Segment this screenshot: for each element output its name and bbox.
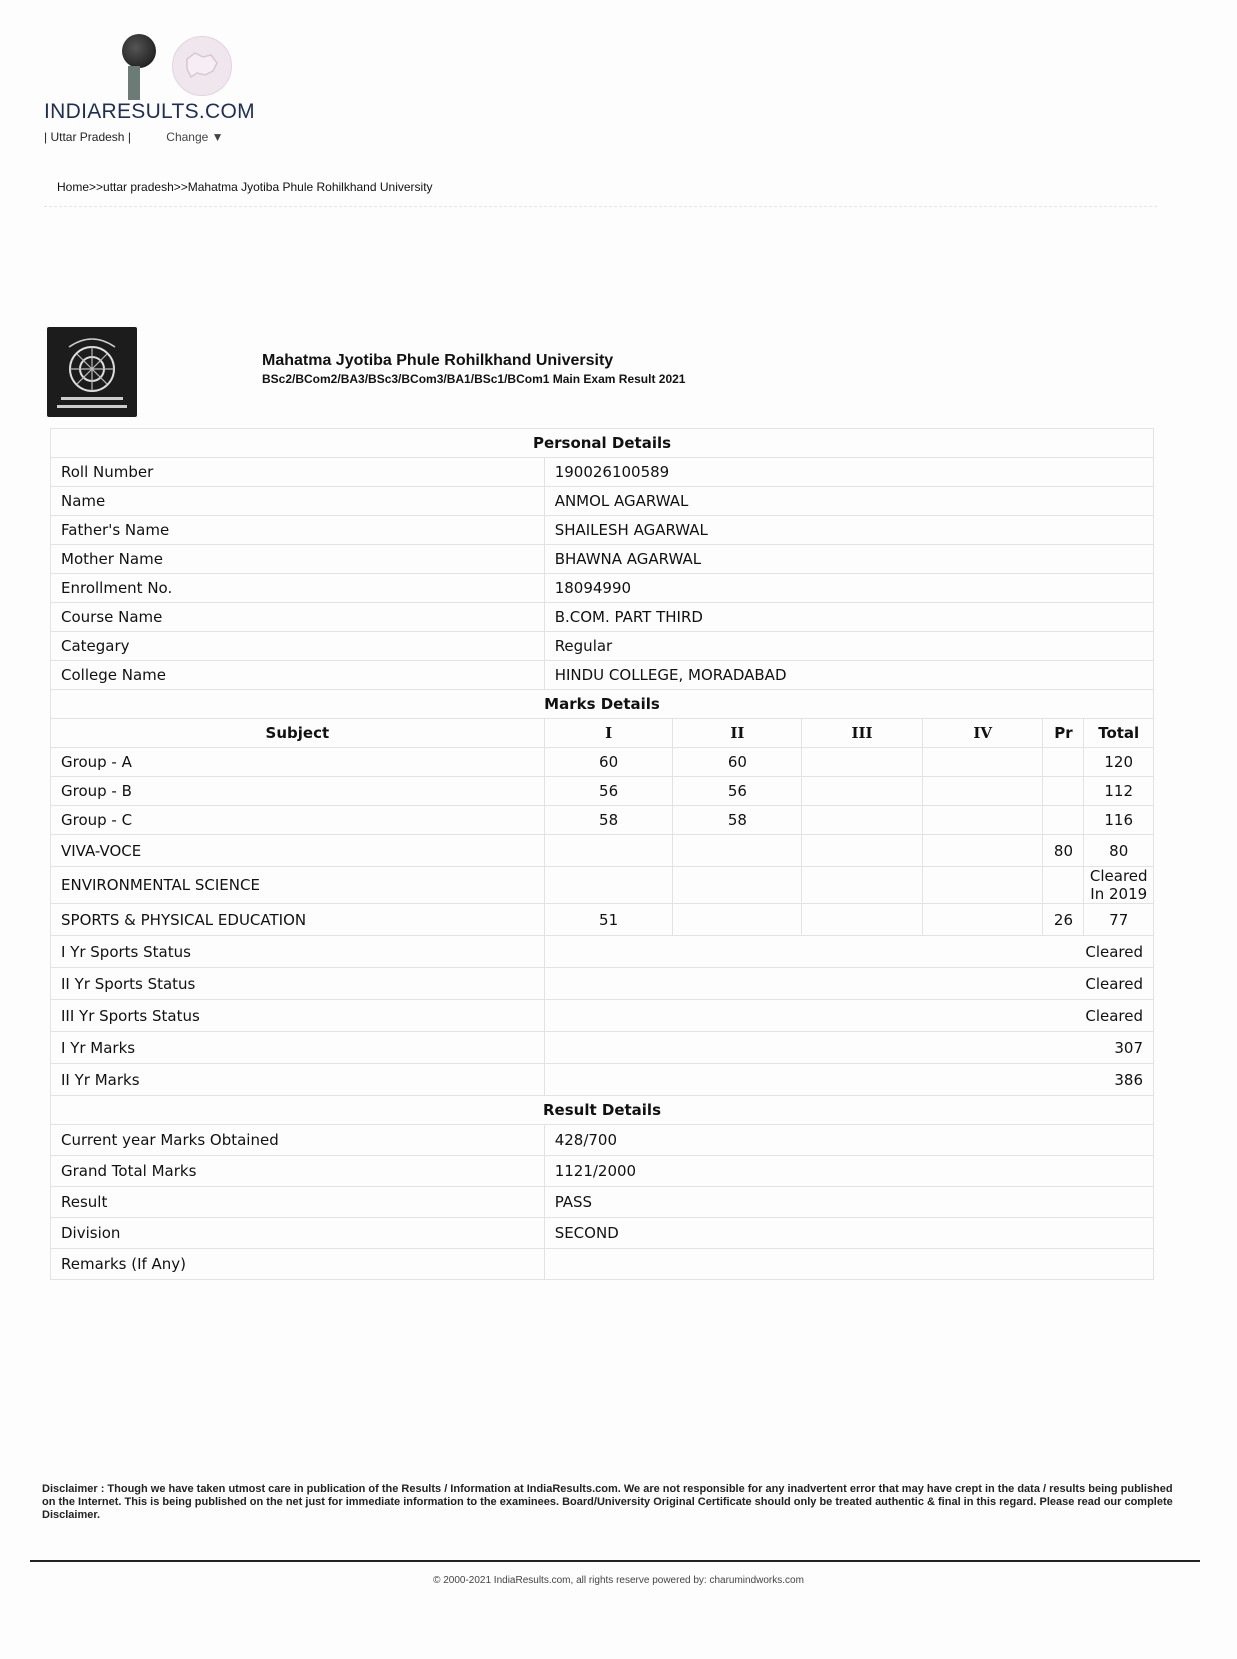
table-row bbox=[51, 777, 1154, 806]
table-row bbox=[51, 458, 1154, 487]
mark-pr bbox=[1043, 748, 1084, 777]
status-label: II Yr Sports Status bbox=[51, 968, 545, 1000]
status-value: 386 bbox=[544, 1064, 1153, 1096]
status-label: I Yr Marks bbox=[51, 1032, 545, 1064]
divider bbox=[44, 206, 1157, 207]
subject-cell: Group - C bbox=[51, 806, 545, 835]
marks-header-row bbox=[51, 719, 1154, 748]
row-value: ANMOL AGARWAL bbox=[544, 487, 1153, 516]
mark-ii: 56 bbox=[673, 777, 802, 806]
subject-cell: SPORTS & PHYSICAL EDUCATION bbox=[51, 904, 545, 936]
status-label: II Yr Marks bbox=[51, 1064, 545, 1096]
table-row bbox=[51, 632, 1154, 661]
copyright: © 2000-2021 IndiaResults.com, all rights reserve powered by: charumindworks.com bbox=[433, 1575, 804, 1586]
row-label: Course Name bbox=[51, 603, 545, 632]
breadcrumb[interactable]: Home>>uttar pradesh>>Mahatma Jyotiba Phule Rohilkhand University bbox=[57, 180, 433, 194]
table-row bbox=[51, 661, 1154, 690]
col-iv: IV bbox=[922, 719, 1043, 748]
mark-ii: 60 bbox=[673, 748, 802, 777]
mark-iii bbox=[802, 806, 923, 835]
col-ii: II bbox=[673, 719, 802, 748]
row-value: SHAILESH AGARWAL bbox=[544, 516, 1153, 545]
logo-wordmark: INDIARESULTS.COM bbox=[44, 100, 255, 123]
table-row bbox=[51, 867, 1154, 904]
mark-ii bbox=[673, 835, 802, 867]
col-iii: III bbox=[802, 719, 923, 748]
mark-ii: 58 bbox=[673, 806, 802, 835]
marks-details-heading: Marks Details bbox=[51, 690, 1154, 719]
table-row bbox=[51, 1064, 1154, 1096]
logo-dark-circle bbox=[122, 34, 156, 68]
result-value: SECOND bbox=[544, 1218, 1153, 1249]
row-label: Categary bbox=[51, 632, 545, 661]
university-emblem-icon bbox=[47, 327, 137, 417]
table-row bbox=[51, 835, 1154, 867]
result-value bbox=[544, 1249, 1153, 1280]
status-value: Cleared bbox=[544, 1000, 1153, 1032]
mark-pr bbox=[1043, 777, 1084, 806]
mark-iii bbox=[802, 777, 923, 806]
result-value: 428/700 bbox=[544, 1125, 1153, 1156]
table-row bbox=[51, 748, 1154, 777]
mark-iv bbox=[922, 835, 1043, 867]
row-value: 18094990 bbox=[544, 574, 1153, 603]
disclaimer-text: Disclaimer : Though we have taken utmost care in publication of the Results / Information at IndiaResults.com. We are not responsible for any inadvertent error that may have crept in the data / results being published on the Internet. This is being published on the net just for immediate information to the examinees. Board/University Original Certificate should only be treated authentic & final in this regard. Please read our complete Disclaimer. bbox=[42, 1483, 1173, 1521]
table-row bbox=[51, 806, 1154, 835]
mark-iii bbox=[802, 867, 923, 904]
state-label: | Uttar Pradesh | bbox=[44, 130, 131, 144]
row-value: 190026100589 bbox=[544, 458, 1153, 487]
mark-iv bbox=[922, 748, 1043, 777]
status-value: 307 bbox=[544, 1032, 1153, 1064]
status-label: III Yr Sports Status bbox=[51, 1000, 545, 1032]
table-row bbox=[51, 968, 1154, 1000]
table-row bbox=[51, 1249, 1154, 1280]
personal-details-heading: Personal Details bbox=[51, 429, 1154, 458]
logo-bar bbox=[128, 66, 140, 100]
col-subject: Subject bbox=[51, 719, 545, 748]
result-table bbox=[50, 428, 1154, 1280]
table-row bbox=[51, 603, 1154, 632]
row-label: Name bbox=[51, 487, 545, 516]
row-value: Regular bbox=[544, 632, 1153, 661]
mark-iii bbox=[802, 748, 923, 777]
col-i: I bbox=[544, 719, 673, 748]
mark-iv bbox=[922, 904, 1043, 936]
logo-graphic bbox=[44, 30, 244, 100]
mark-i: 58 bbox=[544, 806, 673, 835]
row-label: Roll Number bbox=[51, 458, 545, 487]
mark-pr: 26 bbox=[1043, 904, 1084, 936]
table-row bbox=[51, 1218, 1154, 1249]
status-value: Cleared bbox=[544, 936, 1153, 968]
row-value: B.COM. PART THIRD bbox=[544, 603, 1153, 632]
status-label: I Yr Sports Status bbox=[51, 936, 545, 968]
row-label: Enrollment No. bbox=[51, 574, 545, 603]
result-label: Grand Total Marks bbox=[51, 1156, 545, 1187]
state-map-icon bbox=[172, 36, 232, 96]
mark-i bbox=[544, 867, 673, 904]
table-row bbox=[51, 545, 1154, 574]
mark-total: 112 bbox=[1084, 777, 1154, 806]
mark-total: 116 bbox=[1084, 806, 1154, 835]
mark-i: 56 bbox=[544, 777, 673, 806]
row-label: Mother Name bbox=[51, 545, 545, 574]
result-details-heading: Result Details bbox=[51, 1096, 1154, 1125]
table-row bbox=[51, 936, 1154, 968]
mark-total: 120 bbox=[1084, 748, 1154, 777]
result-label: Remarks (If Any) bbox=[51, 1249, 545, 1280]
row-value: BHAWNA AGARWAL bbox=[544, 545, 1153, 574]
col-pr: Pr bbox=[1043, 719, 1084, 748]
footer-divider bbox=[30, 1560, 1200, 1562]
mark-ii bbox=[673, 867, 802, 904]
mark-iv bbox=[922, 806, 1043, 835]
result-label: Current year Marks Obtained bbox=[51, 1125, 545, 1156]
mark-pr: 80 bbox=[1043, 835, 1084, 867]
mark-iv bbox=[922, 777, 1043, 806]
table-row bbox=[51, 904, 1154, 936]
mark-ii bbox=[673, 904, 802, 936]
exam-title: BSc2/BCom2/BA3/BSc3/BCom3/BA1/BSc1/BCom1 Main Exam Result 2021 bbox=[262, 372, 686, 386]
subject-cell: Group - B bbox=[51, 777, 545, 806]
table-row bbox=[51, 516, 1154, 545]
result-label: Division bbox=[51, 1218, 545, 1249]
site-logo[interactable] bbox=[44, 30, 255, 144]
subject-cell: VIVA-VOCE bbox=[51, 835, 545, 867]
mark-pr bbox=[1043, 867, 1084, 904]
table-row bbox=[51, 574, 1154, 603]
change-state-link[interactable]: Change ▼ bbox=[166, 130, 224, 144]
table-row bbox=[51, 1000, 1154, 1032]
mark-i bbox=[544, 835, 673, 867]
col-total: Total bbox=[1084, 719, 1154, 748]
mark-pr bbox=[1043, 806, 1084, 835]
mark-total: 77 bbox=[1084, 904, 1154, 936]
status-value: Cleared bbox=[544, 968, 1153, 1000]
table-row bbox=[51, 1156, 1154, 1187]
table-row bbox=[51, 1125, 1154, 1156]
mark-total: Cleared In 2019 bbox=[1084, 867, 1154, 904]
subject-cell: Group - A bbox=[51, 748, 545, 777]
mark-iii bbox=[802, 904, 923, 936]
mark-i: 60 bbox=[544, 748, 673, 777]
mark-total: 80 bbox=[1084, 835, 1154, 867]
university-name: Mahatma Jyotiba Phule Rohilkhand University bbox=[262, 352, 614, 369]
table-row bbox=[51, 1032, 1154, 1064]
table-row bbox=[51, 1187, 1154, 1218]
state-selector bbox=[44, 130, 244, 144]
row-label: Father's Name bbox=[51, 516, 545, 545]
result-value: 1121/2000 bbox=[544, 1156, 1153, 1187]
mark-i: 51 bbox=[544, 904, 673, 936]
row-label: College Name bbox=[51, 661, 545, 690]
mark-iv bbox=[922, 867, 1043, 904]
result-value: PASS bbox=[544, 1187, 1153, 1218]
result-label: Result bbox=[51, 1187, 545, 1218]
table-row bbox=[51, 487, 1154, 516]
row-value: HINDU COLLEGE, MORADABAD bbox=[544, 661, 1153, 690]
mark-iii bbox=[802, 835, 923, 867]
subject-cell: ENVIRONMENTAL SCIENCE bbox=[51, 867, 545, 904]
